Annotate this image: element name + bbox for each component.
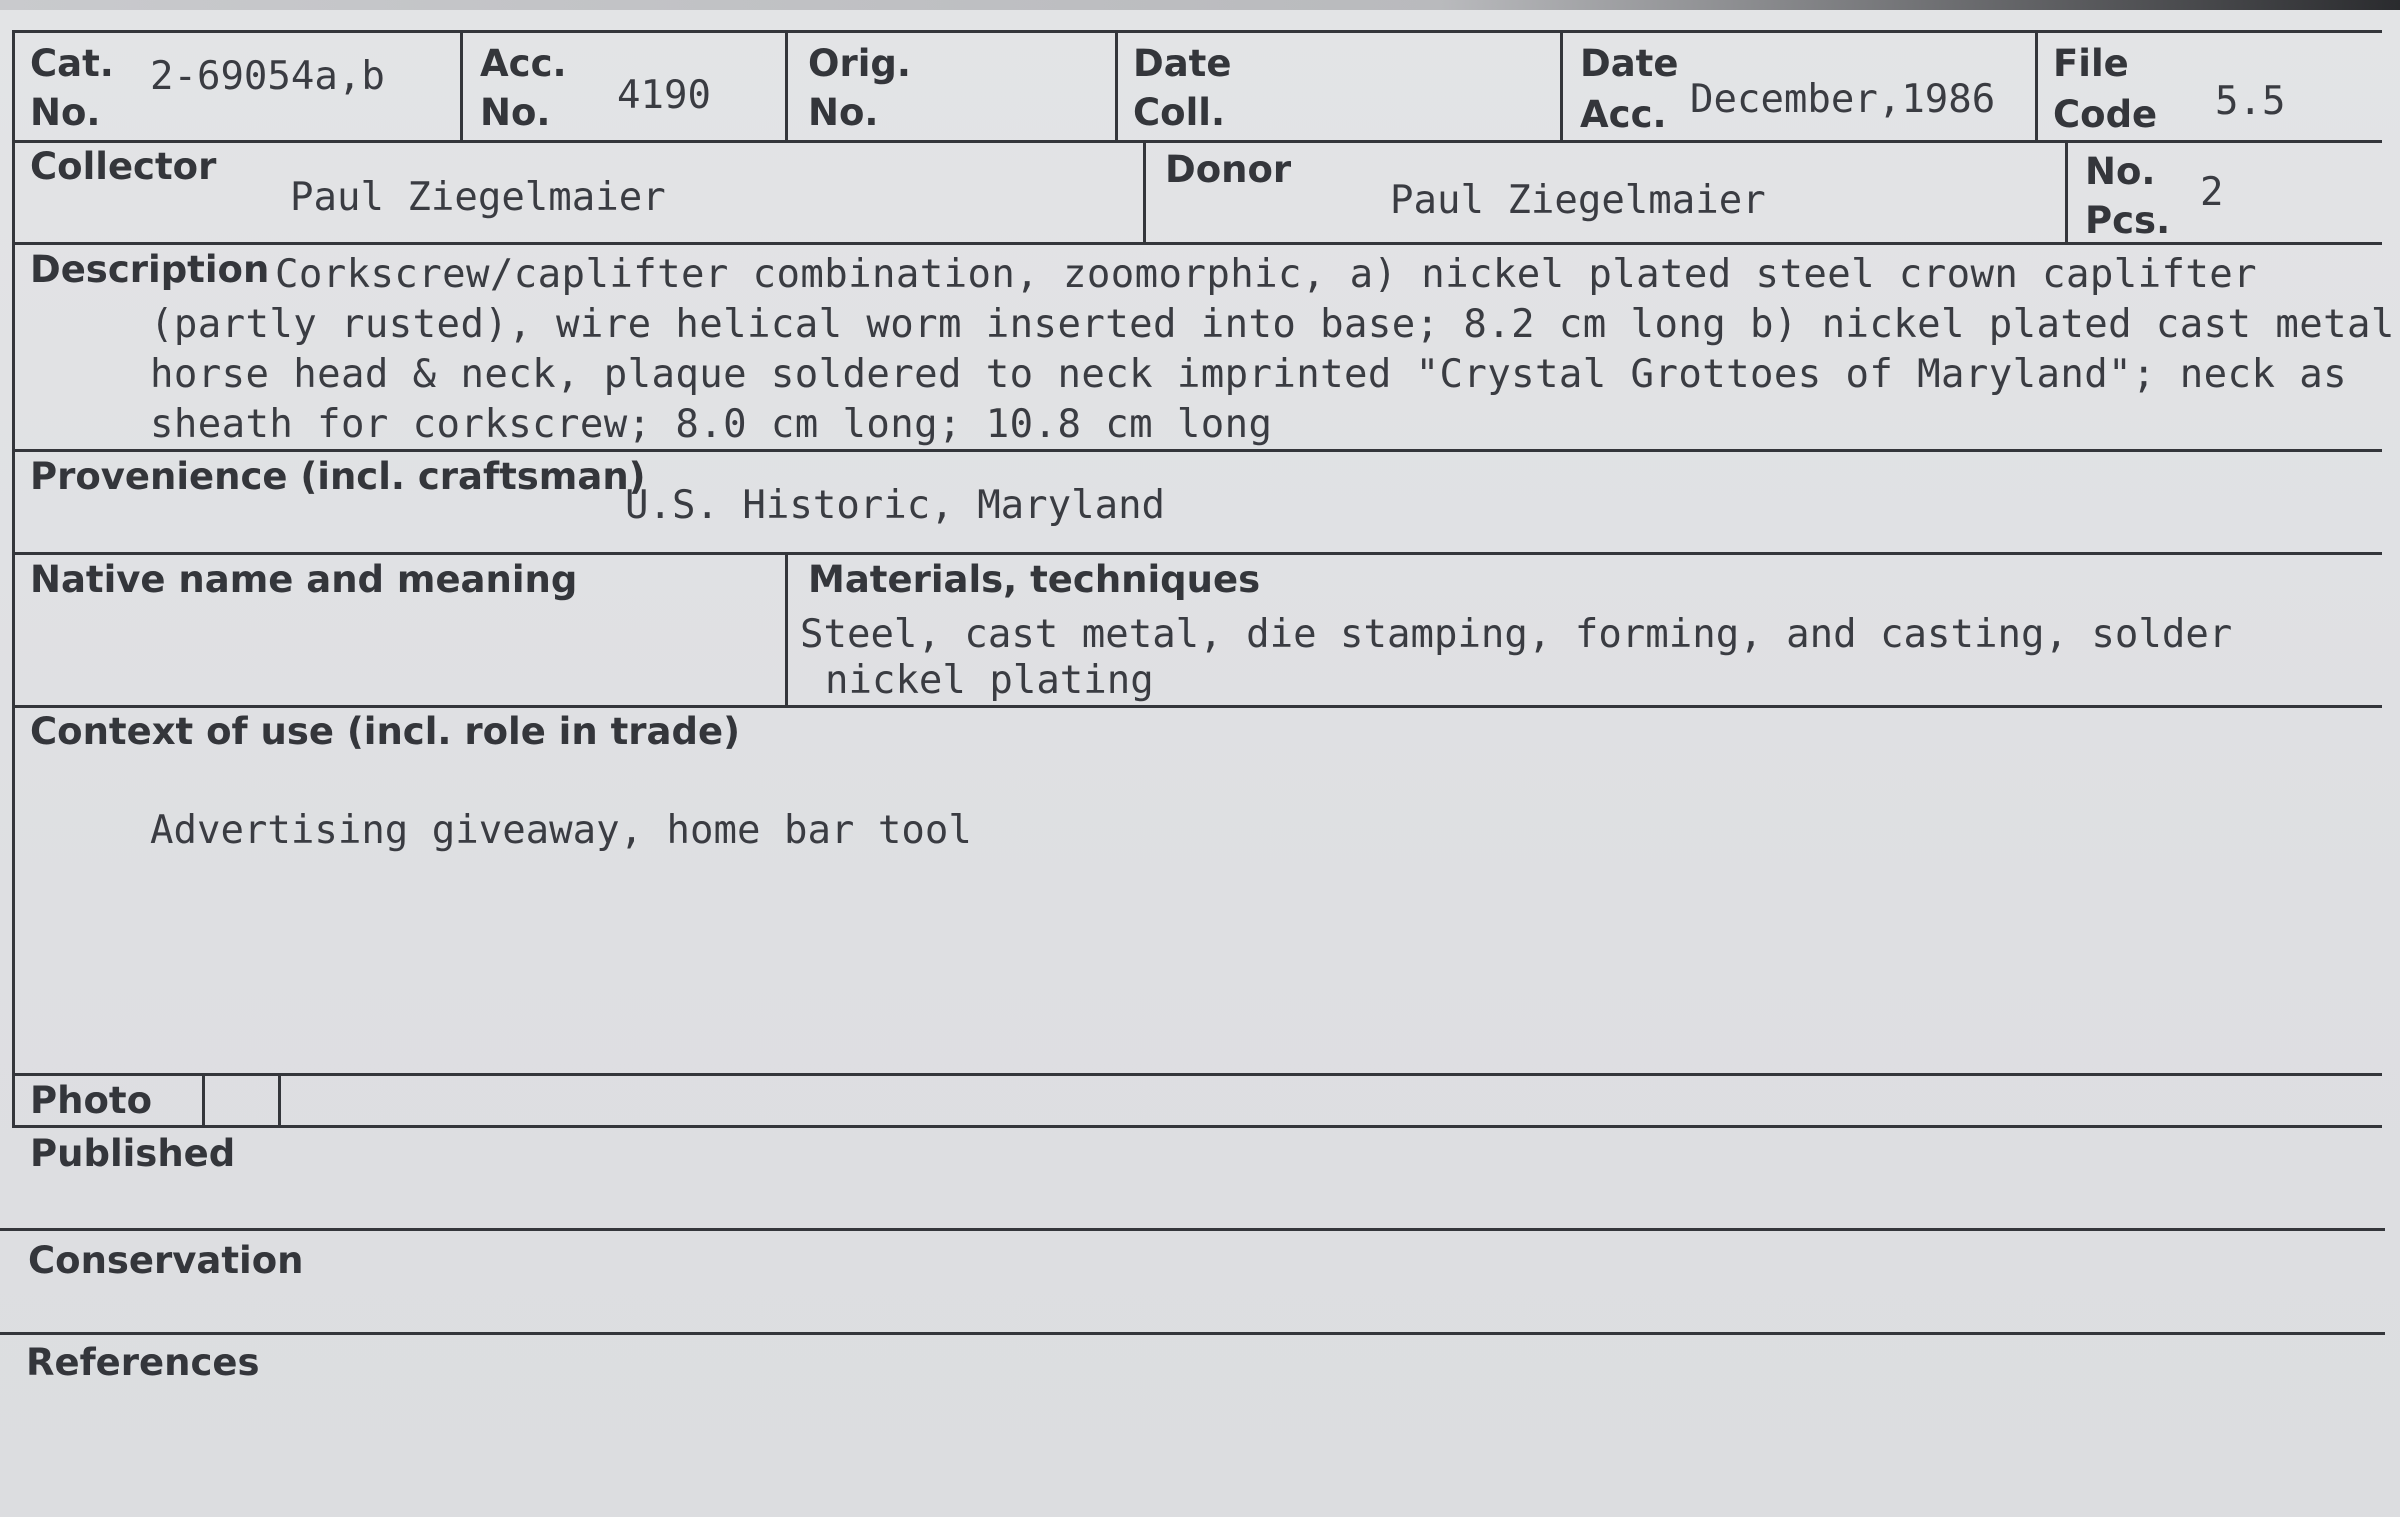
no-pcs-label-1: No.: [2085, 150, 2156, 193]
provenience-value: U.S. Historic, Maryland: [625, 483, 1166, 528]
photo-label: Photo: [30, 1079, 152, 1122]
divider-dateacc-file: [2035, 30, 2038, 142]
rule-conservation-bottom: [0, 1332, 2385, 1335]
conservation-label: Conservation: [28, 1239, 304, 1282]
rule-row1-bottom: [12, 140, 2382, 143]
date-coll-label-2: Coll.: [1133, 91, 1225, 134]
date-acc-value: December,1986: [1690, 77, 1996, 122]
published-label: Published: [30, 1132, 236, 1175]
date-acc-label-1: Date: [1580, 42, 1679, 85]
materials-line-2: nickel plating: [825, 658, 1154, 703]
acc-no-label-2: No.: [480, 91, 551, 134]
materials-label: Materials, techniques: [808, 558, 1261, 601]
rule-photo-bottom: [12, 1125, 2382, 1128]
divider-donor-pcs: [2065, 140, 2068, 244]
rule-top: [12, 30, 2382, 33]
context-value: Advertising giveaway, home bar tool: [150, 808, 972, 853]
photo-box-divider-2: [278, 1073, 281, 1127]
date-acc-label-2: Acc.: [1580, 93, 1667, 136]
divider-collector-donor: [1143, 140, 1146, 244]
file-code-value: 5.5: [2215, 79, 2286, 124]
rule-left: [12, 30, 15, 1125]
donor-value: Paul Ziegelmaier: [1390, 178, 1766, 223]
references-label: References: [26, 1341, 260, 1384]
cat-no-label-2: No.: [30, 91, 101, 134]
divider-datecoll-dateacc: [1560, 30, 1563, 142]
rule-context-bottom: [12, 1073, 2382, 1076]
divider-cat-acc: [460, 30, 463, 142]
file-code-label-2: Code: [2053, 93, 2158, 136]
context-label: Context of use (incl. role in trade): [30, 710, 740, 753]
no-pcs-label-2: Pcs.: [2085, 199, 2171, 242]
cat-no-value: 2-69054a,b: [150, 54, 385, 99]
acc-no-value: 4190: [617, 73, 711, 118]
description-text: Corkscrew/caplifter combination, zoomorphic, a) nickel plated steel crown caplifter (partly rusted), wire helical worm inserted into base; 8.2 cm long b) nickel plated cast metal horse head & neck, plaque soldered to neck imprinted "Crystal Grottoes of Maryland"; neck as sheath for corkscrew; 8.0 cm long; 10.8 cm long: [150, 252, 2395, 447]
no-pcs-value: 2: [2200, 170, 2224, 215]
orig-no-label-1: Orig.: [808, 42, 911, 85]
file-code-label-1: File: [2053, 42, 2129, 85]
collector-value: Paul Ziegelmaier: [290, 175, 666, 220]
photo-box-divider-1: [202, 1073, 205, 1127]
acc-no-label-1: Acc.: [480, 42, 567, 85]
divider-acc-orig: [785, 30, 788, 142]
divider-orig-datecoll: [1115, 30, 1118, 142]
collector-label: Collector: [30, 145, 217, 188]
description-label: Description: [30, 248, 270, 291]
divider-native-materials: [785, 552, 788, 707]
rule-published-bottom: [0, 1228, 2385, 1231]
card-top-edge: [0, 0, 2400, 10]
orig-no-label-2: No.: [808, 91, 879, 134]
donor-label: Donor: [1165, 148, 1292, 191]
rule-row2-bottom: [12, 242, 2382, 245]
date-coll-label-1: Date: [1133, 42, 1232, 85]
materials-line-1: Steel, cast metal, die stamping, forming, and casting, solder: [800, 612, 2233, 657]
native-name-label: Native name and meaning: [30, 558, 578, 601]
provenience-label: Provenience (incl. craftsman): [30, 455, 646, 498]
rule-materials-bottom: [12, 705, 2382, 708]
rule-provenience-bottom: [12, 552, 2382, 555]
cat-no-label-1: Cat.: [30, 42, 114, 85]
